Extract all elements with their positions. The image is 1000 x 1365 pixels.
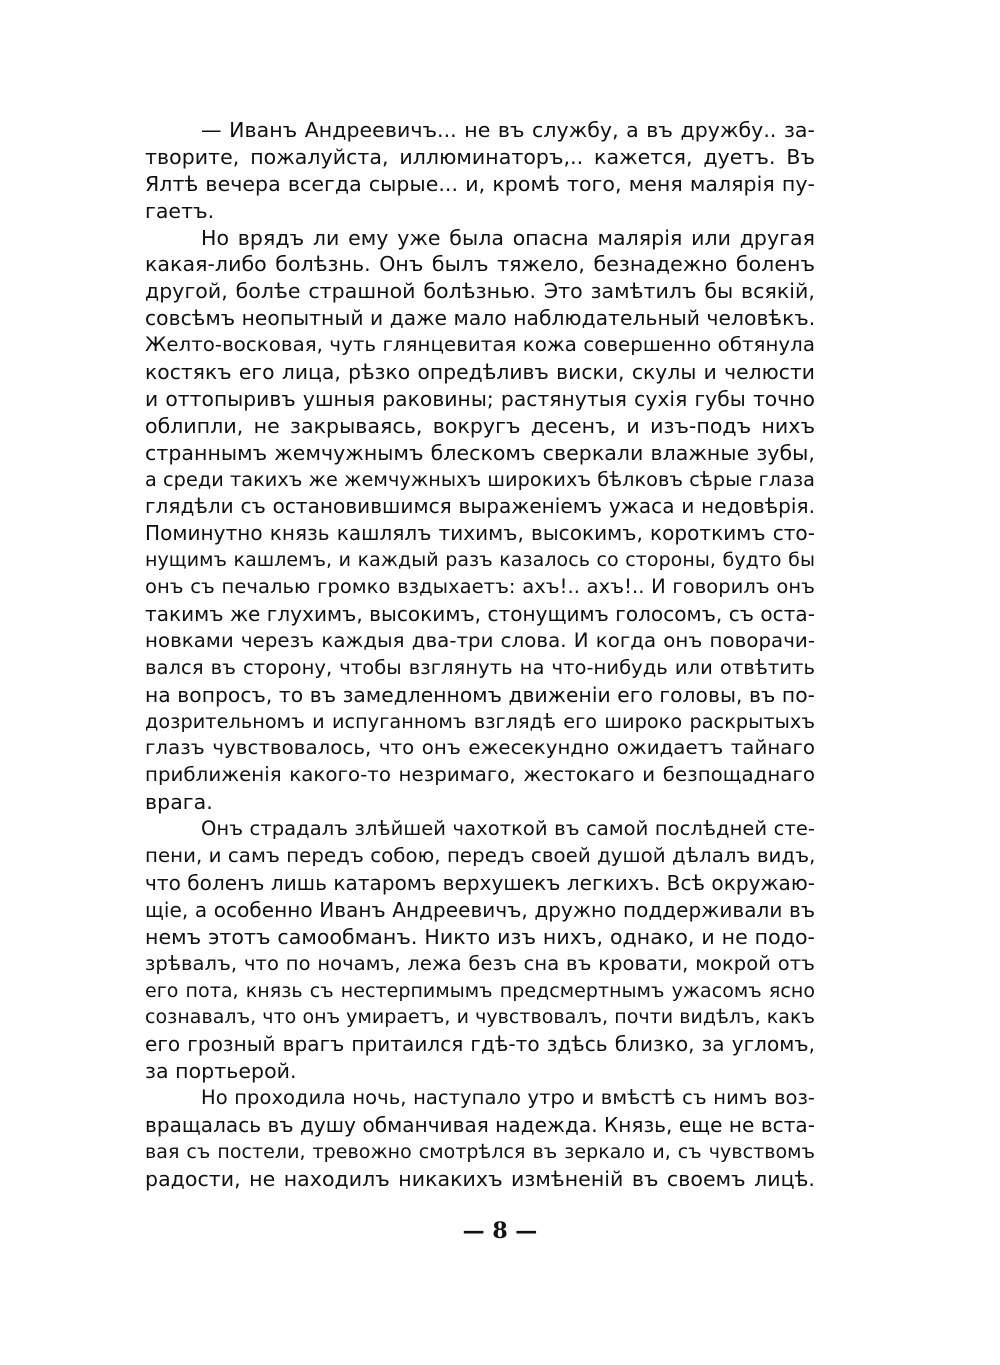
text-line: а среди такихъ же жемчужныхъ широкихъ бѣлковъ сѣрые глаза (145, 467, 815, 491)
text-line: щіе, а особенно Иванъ Андреевичъ, дружно поддерживали въ (145, 897, 815, 922)
text-line: сознавалъ, что онъ умираетъ, и чувствовалъ, почти видѣлъ, какъ (145, 1006, 815, 1029)
text-line: облипли, не закрываясь, вокругъ десенъ, и изъ-подъ нихъ (145, 413, 815, 438)
text-line: совсѣмъ неопытный и даже мало наблюдательный человѣкъ. (145, 306, 816, 331)
text-line: дозрительномъ и испуганномъ взглядѣ его широко раскрытыхъ (145, 709, 815, 733)
text-line: радости, не находилъ никакихъ измѣненій въ своемъ лицѣ. (145, 1166, 815, 1191)
text-line: врага. (145, 790, 213, 815)
page-number: — 8 — (462, 1218, 538, 1244)
text-line: другой, болѣе страшной болѣзнью. Это замѣтилъ бы всякій, (145, 279, 815, 304)
text-line: пени, и самъ передъ собою, передъ своей душой дѣлалъ видъ, (145, 844, 816, 868)
text-line: Поминутно князь кашлялъ тихимъ, высокимъ, короткимъ сто- (145, 521, 815, 546)
text-line: его грозный врагъ притаился гдѣ-то здѣсь близко, за угломъ, (145, 1032, 815, 1057)
text-line: какая-либо болѣзнь. Онъ былъ тяжело, безнадежно боленъ (145, 252, 815, 277)
text-line: глядѣли съ остановившимся выраженіемъ ужаса и недовѣрія. (145, 494, 815, 519)
text-line: онъ съ печалью громко вздыхаетъ: ахъ!.. ахъ!.. И говорилъ онъ (145, 575, 815, 599)
text-line: Ялтѣ вечера всегда сырые... и, кромѣ того, меня малярія пу- (145, 171, 815, 196)
text-line: творите, пожалуйста, иллюминаторъ,.. кажется, дуетъ. Въ (145, 144, 815, 169)
text-line: вался въ сторону, чтобы взглянуть на что-нибудь или отвѣтить (145, 655, 815, 679)
text-line: что боленъ лишь катаромъ верхушекъ легкихъ. Всѣ окружаю- (145, 870, 815, 895)
text-line: приближенія какого-то незримаго, жестокаго и безпощаднаго (145, 763, 815, 787)
page-text-block (145, 117, 815, 1193)
text-line: нущимъ кашлемъ, и каждый разъ казалось со стороны, будто бы (145, 549, 815, 572)
text-line: на вопросъ, то въ замедленномъ движеніи его головы, въ по- (145, 682, 815, 707)
text-line: Но врядъ ли ему уже была опасна малярія или другая (201, 225, 815, 250)
text-line: Желто-восковая, чуть глянцевитая кожа совершенно обтянула (145, 333, 815, 357)
text-line: Но проходила ночь, наступало утро и вмѣстѣ съ нимъ воз- (201, 1086, 815, 1110)
text-line: страннымъ жемчужнымъ блескомъ сверкали влажные зубы, (145, 440, 815, 465)
text-line: немъ этотъ самообманъ. Никто изъ нихъ, однако, и не подо- (145, 924, 815, 949)
text-line: вращалась въ душу обманчивая надежда. Князь, еще не вста- (145, 1112, 815, 1137)
text-line: глазъ чувствовалось, что онъ ежесекундно ожидаетъ тайнаго (145, 736, 815, 760)
text-line: его пота, князь съ нестерпимымъ предсмертнымъ ужасомъ ясно (145, 979, 815, 1002)
text-line: — Иванъ Андреевичъ... не въ службу, а въ дружбу.. за- (201, 118, 815, 142)
text-line: костякъ его лица, рѣзко опредѣливъ виски, скулы и челюсти (145, 360, 815, 385)
text-line: зрѣвалъ, что по ночамъ, лежа безъ сна въ кровати, мокрой отъ (145, 951, 815, 975)
text-line: вая съ постели, тревожно смотрѣлся въ зеркало и, съ чувствомъ (145, 1140, 815, 1163)
text-line: новками черезъ каждыя два-три слова. И когда онъ поворачи- (145, 628, 815, 652)
text-line: такимъ же глухимъ, высокимъ, стонущимъ голосомъ, съ оста- (145, 602, 815, 627)
text-line: за портьерой. (145, 1059, 297, 1084)
text-line: гаетъ. (145, 198, 215, 223)
text-line: и оттопыривъ ушныя раковины; растянутыя сухія губы точно (145, 386, 815, 411)
text-line: Онъ страдалъ злѣйшей чахоткой въ самой послѣдней сте- (201, 817, 815, 841)
